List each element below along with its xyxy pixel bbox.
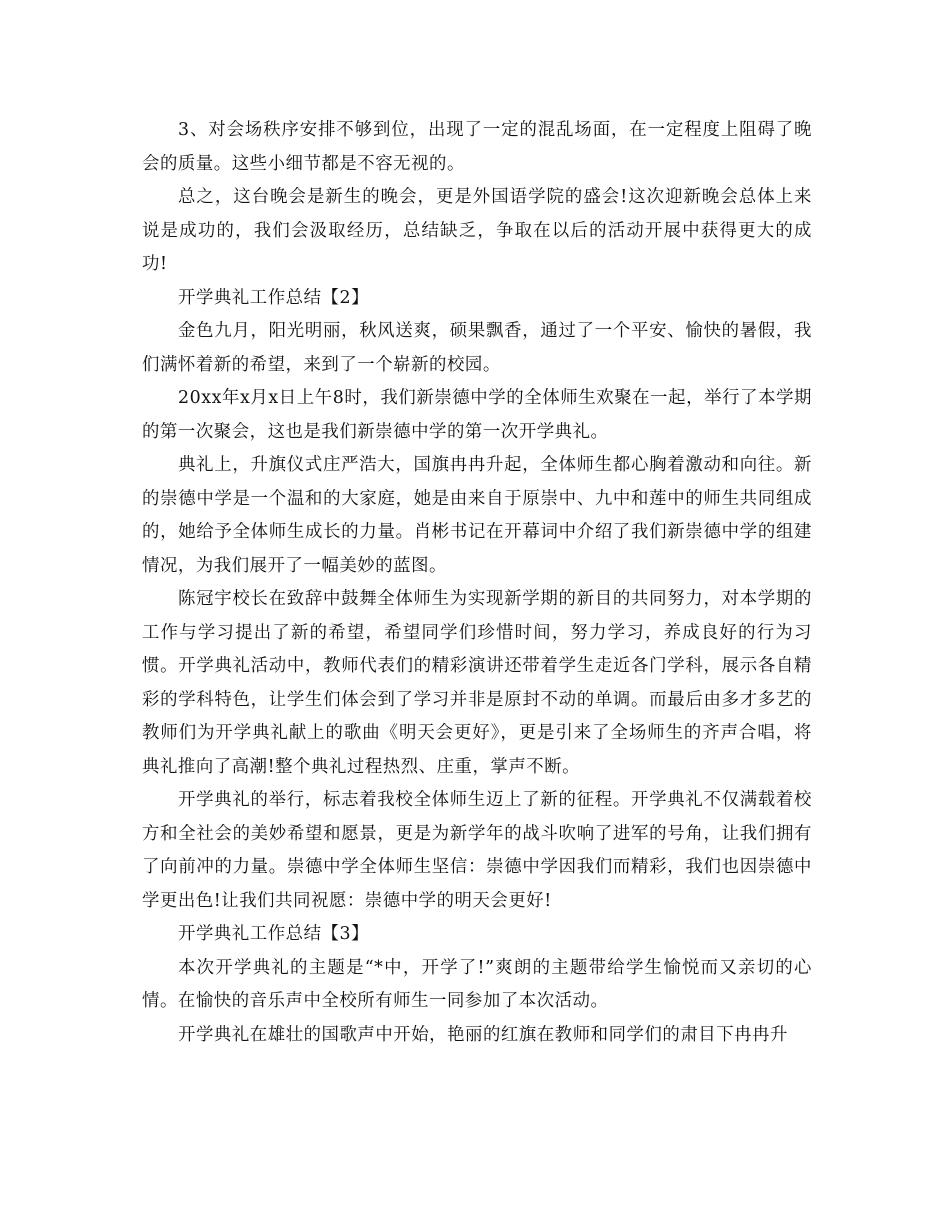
paragraph-new-journey: 开学典礼的举行，标志着我校全体师生迈上了新的征程。开学典礼不仅满载着校方和全社会的美妙希望和愿景，更是为新学年的战斗吹响了进军的号角，让我们拥有了向前冲的力量。崇德中学全体师生坚信：崇德中学因我们而精彩，我们也因崇德中学更出色!让我们共同祝愿：崇德中学的明天会更好! [142, 790, 812, 911]
paragraph-conclusion: 总之，这台晚会是新生的晚会，更是外国语学院的盛会!这次迎新晚会总体上来说是成功的，我们会汲取经历，总结缺乏，争取在以后的活动开展中获得更大的成功! [142, 187, 812, 274]
paragraph-principal-speech: 陈冠宇校长在致辞中鼓舞全体师生为实现新学期的新目的共同努力，对本学期的工作与学习提出了新的希望，希望同学们珍惜时间，努力学习，养成良好的行为习惯。开学典礼活动中，教师代表们的精彩演讲还带着学生走近各门学科，展示各自精彩的学科特色，让学生们体会到了学习并非是原封不动的单调。而最后由多才多艺的教师们为开学典礼献上的歌曲《明天会更好》，更是引来了全场师生的齐声合唱，将典礼推向了高潮!整个典礼过程热烈、庄重，掌声不断。 [142, 589, 812, 777]
document-body [142, 114, 812, 1052]
section-heading-2: 开学典礼工作总结【2】 [178, 287, 370, 308]
paragraph-flag-ceremony: 典礼上，升旗仪式庄严浩大，国旗冉冉升起，全体师生都心胸着激动和向往。新的崇德中学是一个温和的大家庭，她是由来自于原崇中、九中和莲中的师生共同组成的，她给予全体师生成长的力量。肖彬书记在开幕词中介绍了我们新崇德中学的组建情况，为我们展开了一幅美妙的蓝图。 [142, 455, 812, 576]
paragraph-anthem: 开学典礼在雄壮的国歌声中开始，艳丽的红旗在教师和同学们的肃目下冉冉升 [178, 1024, 788, 1045]
paragraph-order-issue: 3、对会场秩序安排不够到位，出现了一定的混乱场面，在一定程度上阻碍了晚会的质量。这些小细节都是不容无视的。 [142, 120, 812, 174]
paragraph-september: 金色九月，阳光明丽，秋风送爽，硕果飘香，通过了一个平安、愉快的暑假，我们满怀着新的希望，来到了一个崭新的校园。 [142, 321, 812, 375]
paragraph-gathering: 20xx年x月x日上午8时，我们新崇德中学的全体师生欢聚在一起，举行了本学期的第一次聚会，这也是我们新崇德中学的第一次开学典礼。 [142, 388, 812, 442]
paragraph-theme: 本次开学典礼的主题是“*中，开学了!”爽朗的主题带给学生愉悦而又亲切的心情。在愉快的音乐声中全校所有师生一同参加了本次活动。 [142, 957, 812, 1011]
section-heading-3: 开学典礼工作总结【3】 [178, 924, 370, 944]
